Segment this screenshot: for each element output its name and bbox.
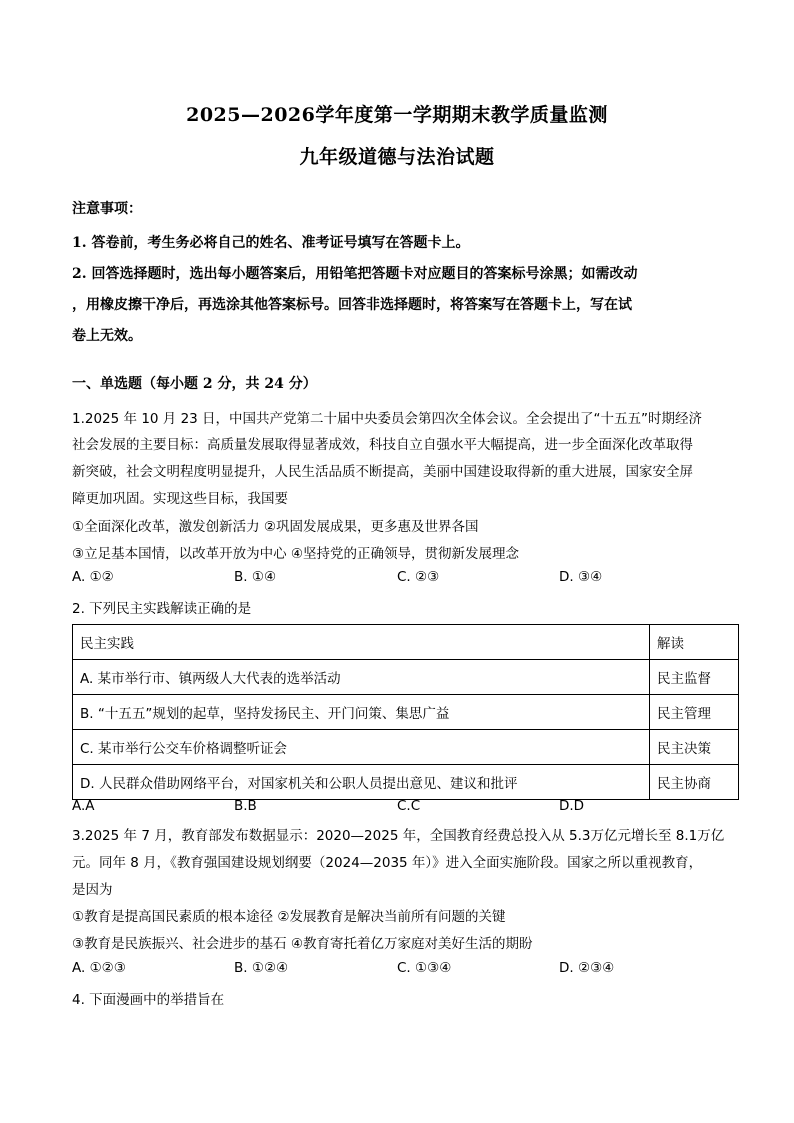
table-row <box>73 730 739 765</box>
q1-line-2: 社会发展的主要目标：高质量发展取得显著成效，科技自立自强水平大幅提高，进一步全面深化改革取得 <box>72 437 693 453</box>
q2-stem: 2. 下列民主实践解读正确的是 <box>72 601 252 617</box>
q1-option-a[interactable]: A. ①② <box>72 569 114 585</box>
exam-title: 2025—2026学年度第一学期期末教学质量监测 <box>186 104 608 126</box>
q3-line-2: 元。同年 8 月，《教育强国建设规划纲要（2024—2035 年）》进入全面实施阶段。国家之所以重视教育， <box>72 855 703 871</box>
q1-option-c[interactable]: C. ②③ <box>397 569 440 585</box>
q2-option-d[interactable]: D.D <box>559 798 585 814</box>
table-cell: D. 人民群众借助网络平台，对国家机关和公职人员提出意见、建议和批评 <box>73 765 650 800</box>
table-cell: 民主监督 <box>650 660 739 695</box>
q1-line-3: 新突破，社会文明程度明显提升，人民生活品质不断提高，美丽中国建设取得新的重大进展，国家安全屏 <box>72 464 693 480</box>
q2-option-a[interactable]: A.A <box>72 798 95 814</box>
table-header-cell: 解读 <box>650 625 739 660</box>
table-cell: B. “十五五”规划的起草，坚持发扬民主、开门问策、集思广益 <box>73 695 650 730</box>
table-row <box>73 695 739 730</box>
notes-line-3: ，用橡皮擦干净后，再选涂其他答案标号。回答非选择题时，将答案写在答题卡上，写在试 <box>72 297 632 313</box>
table-row <box>73 765 739 800</box>
q3-option-d[interactable]: D. ②③④ <box>559 960 615 976</box>
q1-item-2: ③立足基本国情，以改革开放为中心 ④坚持党的正确领导，贯彻新发展理念 <box>72 546 519 562</box>
section-heading: 一、单选题（每小题 2 分，共 24 分） <box>72 376 317 392</box>
q2-option-b[interactable]: B.B <box>234 798 257 814</box>
q3-option-b[interactable]: B. ①②④ <box>234 960 289 976</box>
table-cell: 民主决策 <box>650 730 739 765</box>
q3-item-2: ③教育是民族振兴、社会进步的基石 ④教育寄托着亿万家庭对美好生活的期盼 <box>72 936 533 952</box>
q3-item-1: ①教育是提高国民素质的根本途径 ②发展教育是解决当前所有问题的关键 <box>72 909 506 925</box>
notes-line-2: 2. 回答选择题时，选出每小题答案后，用铅笔把答题卡对应题目的答案标号涂黑；如需改动 <box>72 266 638 282</box>
q3-option-a[interactable]: A. ①②③ <box>72 960 126 976</box>
q1-item-1: ①全面深化改革，激发创新活力 ②巩固发展成果，更多惠及世界各国 <box>72 519 479 535</box>
table-cell: 民主管理 <box>650 695 739 730</box>
q2-option-c[interactable]: C.C <box>397 798 421 814</box>
q1-option-d[interactable]: D. ③④ <box>559 569 603 585</box>
notes-heading: 注意事项： <box>72 201 142 217</box>
table-row <box>73 660 739 695</box>
table-header-row <box>73 625 739 660</box>
q3-option-c[interactable]: C. ①③④ <box>397 960 452 976</box>
q2-table <box>72 624 739 800</box>
notes-line-1: 1. 答卷前，考生务必将自己的姓名、准考证号填写在答题卡上。 <box>72 235 470 251</box>
q1-option-b[interactable]: B. ①④ <box>234 569 277 585</box>
table-cell: A. 某市举行市、镇两级人大代表的选举活动 <box>73 660 650 695</box>
q3-line-3: 是因为 <box>72 882 113 898</box>
table-header-cell: 民主实践 <box>73 625 650 660</box>
q3-line-1: 3.2025 年 7 月，教育部发布数据显示：2020—2025 年，全国教育经费总投入从 5.3万亿元增长至 8.1万亿 <box>72 828 725 844</box>
q4-stem: 4. 下面漫画中的举措旨在 <box>72 992 225 1008</box>
q1-line-1: 1.2025 年 10 月 23 日，中国共产党第二十届中央委员会第四次全体会议。全会提出了“十五五”时期经济 <box>72 411 703 427</box>
table-cell: 民主协商 <box>650 765 739 800</box>
notes-line-4: 卷上无效。 <box>72 328 142 344</box>
table-cell: C. 某市举行公交车价格调整听证会 <box>73 730 650 765</box>
exam-subtitle: 九年级道德与法治试题 <box>299 146 495 168</box>
q1-line-4: 障更加巩固。实现这些目标，我国要 <box>72 491 288 507</box>
